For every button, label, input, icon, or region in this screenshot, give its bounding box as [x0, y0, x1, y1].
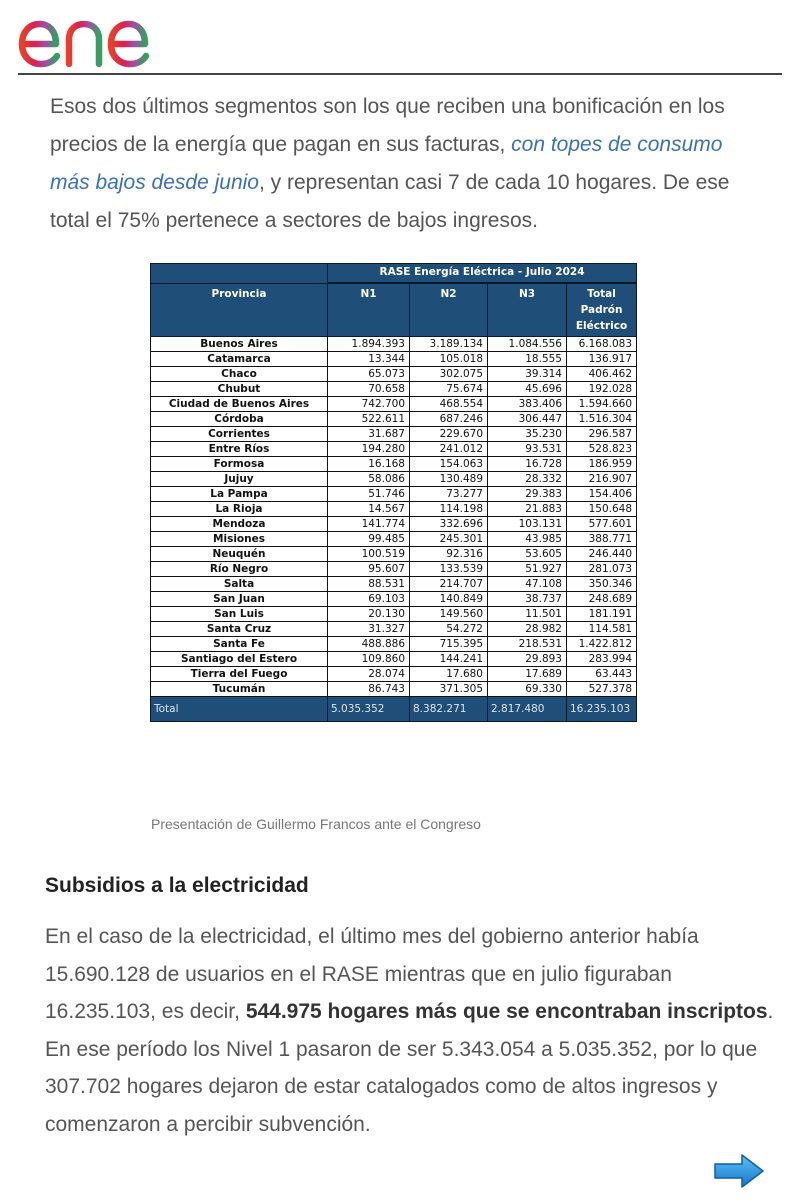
cell-n1: 88.531: [328, 577, 410, 592]
cell-provincia: Santa Cruz: [151, 622, 328, 637]
enel-logo[interactable]: [14, 4, 184, 70]
cell-n1: 58.086: [328, 472, 410, 487]
cell-n2: 468.554: [410, 397, 488, 412]
cell-n1: 20.130: [328, 607, 410, 622]
cell-n1: 488.886: [328, 637, 410, 652]
cell-n3: 38.737: [488, 592, 567, 607]
cell-provincia: Tucumán: [151, 682, 328, 697]
table-corner: [151, 264, 328, 284]
cell-n2: 105.018: [410, 352, 488, 367]
total-n3: 2.817.480: [488, 697, 567, 722]
cell-total: 216.907: [567, 472, 637, 487]
table-row-la-rioja: [151, 502, 637, 517]
cell-n1: 522.611: [328, 412, 410, 427]
cell-n3: 43.985: [488, 532, 567, 547]
cell-n3: 45.696: [488, 382, 567, 397]
cell-n2: 140.849: [410, 592, 488, 607]
body-text-part2: . En ese período los Nivel 1 pasaron de ser 5.343.054 a 5.035.352, por lo que 307.702 hogares dejaron de estar catalogados como de altos ingresos y comenzaron a percibir subvención.: [45, 1000, 774, 1136]
cell-n2: 54.272: [410, 622, 488, 637]
cell-n1: 31.327: [328, 622, 410, 637]
cell-n3: 29.893: [488, 652, 567, 667]
cell-n3: 39.314: [488, 367, 567, 382]
cell-total: 350.346: [567, 577, 637, 592]
cell-n1: 28.074: [328, 667, 410, 682]
cell-n2: 92.316: [410, 547, 488, 562]
column-header-total: Total Padrón Eléctrico: [567, 283, 637, 337]
column-header-provincia: Provincia: [151, 283, 328, 337]
cell-n2: 75.674: [410, 382, 488, 397]
cell-n1: 194.280: [328, 442, 410, 457]
column-header-n3: N3: [488, 283, 567, 337]
cell-n3: 69.330: [488, 682, 567, 697]
cell-total: 577.601: [567, 517, 637, 532]
cell-total: 527.378: [567, 682, 637, 697]
table-row-neuquen: [151, 547, 637, 562]
cell-total: 388.771: [567, 532, 637, 547]
rase-table-figure: [150, 263, 636, 722]
total-padron: 16.235.103: [567, 697, 637, 722]
table-row-rio-negro: [151, 562, 637, 577]
table-row-formosa: [151, 457, 637, 472]
cell-total: 528.823: [567, 442, 637, 457]
cell-n1: 31.687: [328, 427, 410, 442]
cell-n3: 51.927: [488, 562, 567, 577]
cell-n3: 103.131: [488, 517, 567, 532]
table-row-misiones: [151, 532, 637, 547]
table-body: [151, 337, 637, 697]
table-row-santa-cruz: [151, 622, 637, 637]
cell-n1: 51.746: [328, 487, 410, 502]
body-paragraph: [45, 918, 775, 1143]
cell-n3: 11.501: [488, 607, 567, 622]
cell-n2: 149.560: [410, 607, 488, 622]
column-header-n2: N2: [410, 283, 488, 337]
cell-provincia: Entre Ríos: [151, 442, 328, 457]
total-n1: 5.035.352: [328, 697, 410, 722]
cell-n1: 70.658: [328, 382, 410, 397]
cell-n3: 17.689: [488, 667, 567, 682]
cell-total: 181.191: [567, 607, 637, 622]
cell-total: 136.917: [567, 352, 637, 367]
cell-n1: 16.168: [328, 457, 410, 472]
table-row-san-luis: [151, 607, 637, 622]
table-row-la-pampa: [151, 487, 637, 502]
cell-n1: 100.519: [328, 547, 410, 562]
rase-table: [150, 263, 637, 722]
cell-total: 296.587: [567, 427, 637, 442]
total-label: Total: [151, 697, 328, 722]
cell-total: 283.994: [567, 652, 637, 667]
body-text-part1: En el caso de la electricidad, el último mes del gobierno anterior había 15.690.128 de usuarios en el RASE mientras que en julio figuraban 16.235.103, es decir,: [45, 925, 699, 1023]
cell-n3: 16.728: [488, 457, 567, 472]
cell-n2: 17.680: [410, 667, 488, 682]
cell-n2: 687.246: [410, 412, 488, 427]
body-highlight: 544.975 hogares más que se encontraban inscriptos: [245, 1000, 768, 1023]
cell-provincia: Catamarca: [151, 352, 328, 367]
cell-n3: 28.982: [488, 622, 567, 637]
next-arrow-icon[interactable]: [712, 1152, 766, 1190]
cell-provincia: Mendoza: [151, 517, 328, 532]
cell-n2: 130.489: [410, 472, 488, 487]
cell-provincia: Buenos Aires: [151, 337, 328, 352]
cell-n2: 3.189.134: [410, 337, 488, 352]
cell-total: 248.689: [567, 592, 637, 607]
table-row-ciudad-de-buenos-aires: [151, 397, 637, 412]
table-row-buenos-aires: [151, 337, 637, 352]
cell-provincia: Córdoba: [151, 412, 328, 427]
table-row-san-juan: [151, 592, 637, 607]
cell-n2: 332.696: [410, 517, 488, 532]
cell-n1: 95.607: [328, 562, 410, 577]
cell-n3: 1.084.556: [488, 337, 567, 352]
table-row-tucuman: [151, 682, 637, 697]
cell-n3: 93.531: [488, 442, 567, 457]
cell-n1: 69.103: [328, 592, 410, 607]
cell-n1: 86.743: [328, 682, 410, 697]
cell-total: 281.073: [567, 562, 637, 577]
cell-provincia: San Juan: [151, 592, 328, 607]
intro-text-before: Esos dos últimos segmentos son los que reciben una bonificación en los precios de la energía que pagan en sus facturas,: [50, 95, 725, 156]
cell-provincia: Tierra del Fuego: [151, 667, 328, 682]
cell-provincia: Río Negro: [151, 562, 328, 577]
cell-n3: 383.406: [488, 397, 567, 412]
cell-total: 1.422.812: [567, 637, 637, 652]
cell-n1: 141.774: [328, 517, 410, 532]
intro-paragraph: [50, 88, 760, 240]
table-row-entre-rios: [151, 442, 637, 457]
cell-provincia: Jujuy: [151, 472, 328, 487]
table-row-mendoza: [151, 517, 637, 532]
cell-total: 63.443: [567, 667, 637, 682]
table-row-santa-fe: [151, 637, 637, 652]
total-n2: 8.382.271: [410, 697, 488, 722]
cell-n2: 715.395: [410, 637, 488, 652]
section-heading: Subsidios a la electricidad: [45, 874, 309, 897]
cell-n3: 53.605: [488, 547, 567, 562]
cell-provincia: Corrientes: [151, 427, 328, 442]
cell-n2: 302.075: [410, 367, 488, 382]
table-caption: Presentación de Guillermo Francos ante el Congreso: [151, 816, 481, 832]
cell-provincia: Ciudad de Buenos Aires: [151, 397, 328, 412]
cell-provincia: La Rioja: [151, 502, 328, 517]
table-row-salta: [151, 577, 637, 592]
cell-provincia: Santiago del Estero: [151, 652, 328, 667]
table-row-jujuy: [151, 472, 637, 487]
cell-n2: 73.277: [410, 487, 488, 502]
cell-n2: 245.301: [410, 532, 488, 547]
cell-n3: 47.108: [488, 577, 567, 592]
intro-text-after: , y representan casi 7 de cada 10 hogares. De ese total el 75% pertenece a sectores de bajos ingresos.: [50, 171, 730, 232]
cell-n2: 229.670: [410, 427, 488, 442]
column-header-n1: N1: [328, 283, 410, 337]
cell-total: 1.516.304: [567, 412, 637, 427]
cell-total: 154.406: [567, 487, 637, 502]
cell-total: 186.959: [567, 457, 637, 472]
cell-n3: 21.883: [488, 502, 567, 517]
cell-total: 150.648: [567, 502, 637, 517]
consumption-caps-link[interactable]: con topes de consumo más bajos desde junio: [50, 133, 723, 194]
cell-provincia: Santa Fe: [151, 637, 328, 652]
cell-provincia: Misiones: [151, 532, 328, 547]
cell-total: 114.581: [567, 622, 637, 637]
header-divider: [18, 73, 782, 75]
cell-n1: 13.344: [328, 352, 410, 367]
table-row-catamarca: [151, 352, 637, 367]
table-row-tierra-del-fuego: [151, 667, 637, 682]
table-title: RASE Energía Eléctrica - Julio 2024: [328, 264, 637, 284]
cell-total: 192.028: [567, 382, 637, 397]
cell-n1: 99.485: [328, 532, 410, 547]
cell-n1: 109.860: [328, 652, 410, 667]
cell-n1: 742.700: [328, 397, 410, 412]
cell-total: 246.440: [567, 547, 637, 562]
cell-n1: 1.894.393: [328, 337, 410, 352]
cell-n3: 28.332: [488, 472, 567, 487]
cell-provincia: Chaco: [151, 367, 328, 382]
cell-total: 1.594.660: [567, 397, 637, 412]
cell-n2: 214.707: [410, 577, 488, 592]
cell-n3: 218.531: [488, 637, 567, 652]
cell-n2: 114.198: [410, 502, 488, 517]
cell-n2: 133.539: [410, 562, 488, 577]
cell-provincia: San Luis: [151, 607, 328, 622]
cell-n2: 144.241: [410, 652, 488, 667]
cell-provincia: Chubut: [151, 382, 328, 397]
table-row-chubut: [151, 382, 637, 397]
cell-n3: 29.383: [488, 487, 567, 502]
cell-total: 6.168.083: [567, 337, 637, 352]
cell-n3: 306.447: [488, 412, 567, 427]
cell-provincia: Salta: [151, 577, 328, 592]
cell-provincia: La Pampa: [151, 487, 328, 502]
cell-n3: 18.555: [488, 352, 567, 367]
cell-n2: 371.305: [410, 682, 488, 697]
cell-n1: 65.073: [328, 367, 410, 382]
cell-total: 406.462: [567, 367, 637, 382]
cell-provincia: Neuquén: [151, 547, 328, 562]
table-row-cordoba: [151, 412, 637, 427]
table-total-row: [151, 697, 637, 722]
table-row-santiago-del-estero: [151, 652, 637, 667]
table-row-chaco: [151, 367, 637, 382]
cell-n3: 35.230: [488, 427, 567, 442]
cell-provincia: Formosa: [151, 457, 328, 472]
cell-n2: 241.012: [410, 442, 488, 457]
cell-n2: 154.063: [410, 457, 488, 472]
cell-n1: 14.567: [328, 502, 410, 517]
table-row-corrientes: [151, 427, 637, 442]
